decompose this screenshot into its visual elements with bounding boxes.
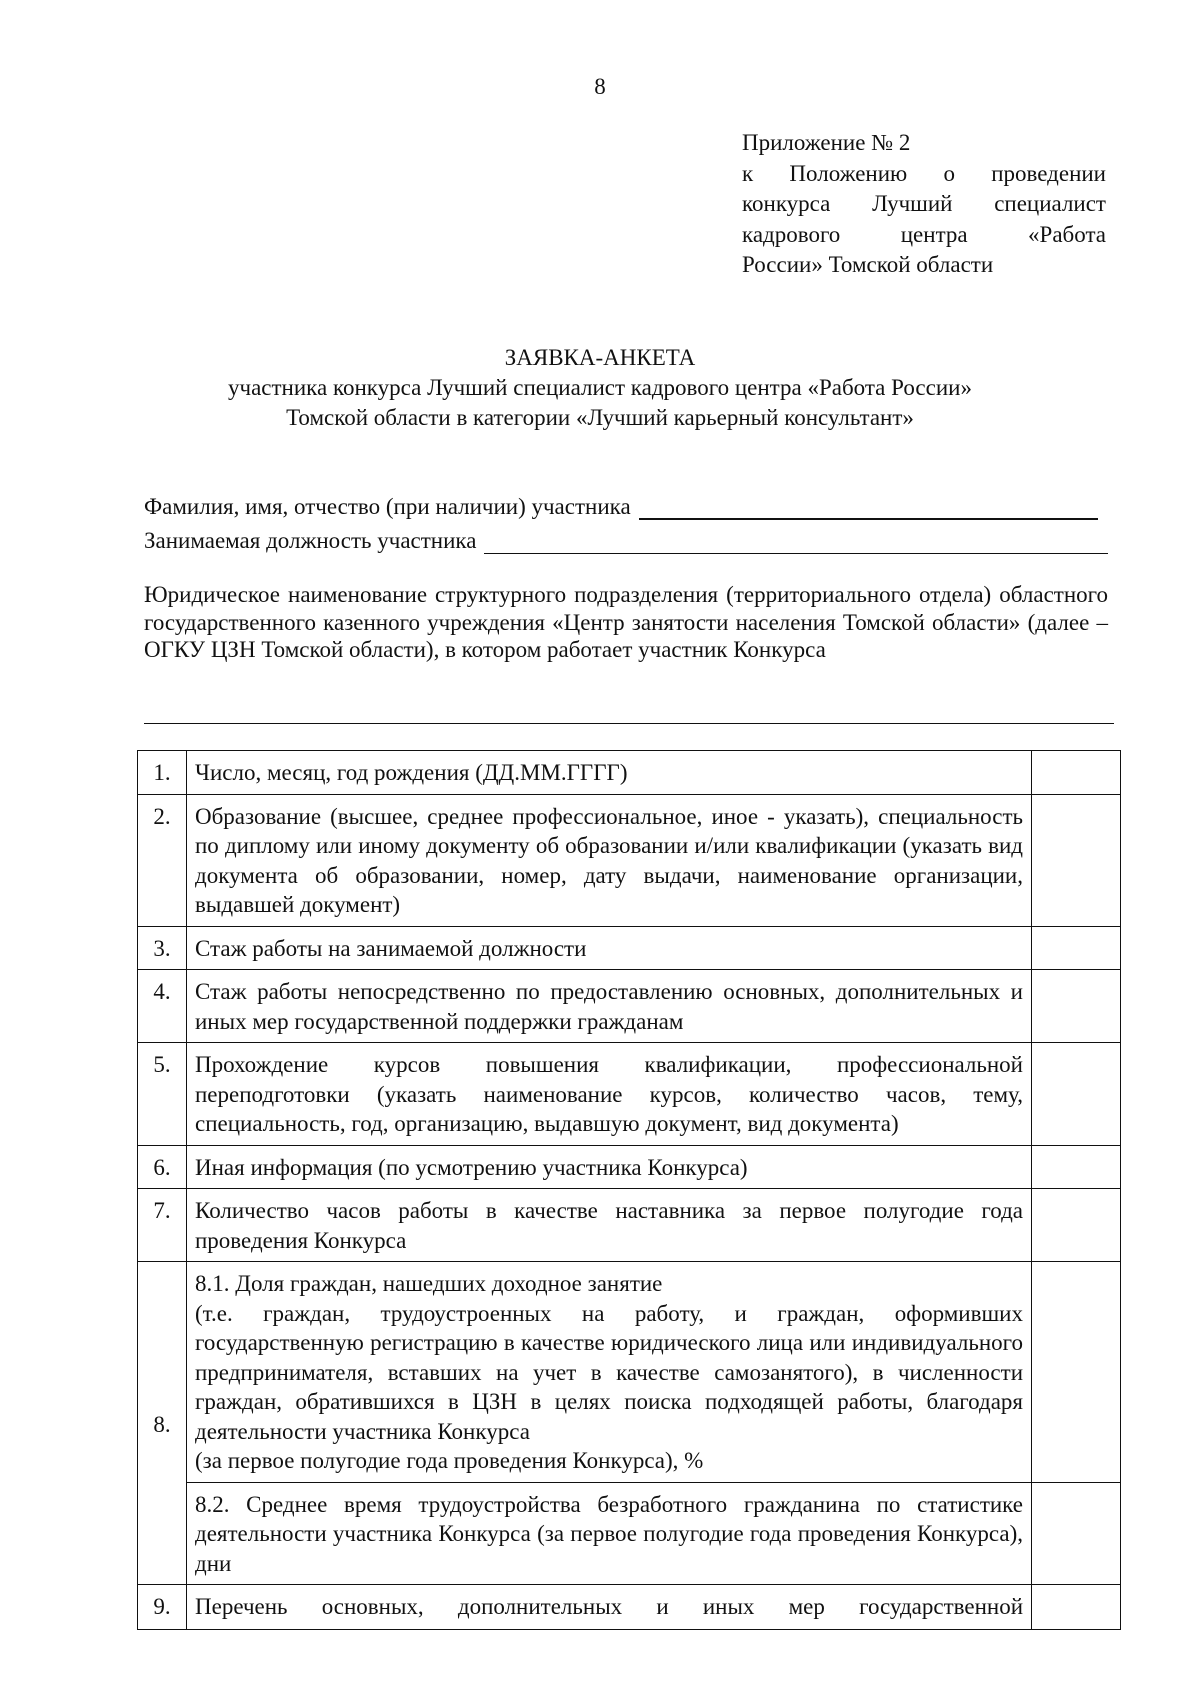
questionnaire-table: [137, 750, 1121, 1630]
row-number: 3.: [138, 926, 187, 970]
row-number: 9.: [138, 1585, 187, 1630]
row-text: Иная информация (по усмотрению участника Конкурса): [187, 1145, 1032, 1189]
row-text: 8.2. Среднее время трудоустройства безработного гражданина по статистике деятельности участника Конкурса (за первое полугодие года проведения Конкурса), дни: [187, 1482, 1032, 1585]
table-row: [138, 1482, 1121, 1585]
table-row: [138, 1189, 1121, 1262]
appendix-line: Приложение № 2: [742, 130, 911, 155]
form-title: ЗАЯВКА-АНКЕТА: [504, 345, 696, 370]
row-number: 5.: [138, 1043, 187, 1146]
position-label: Занимаемая должность участника: [144, 528, 477, 553]
table-row: [138, 1145, 1121, 1189]
value-cell[interactable]: [1032, 1189, 1121, 1262]
table-row: [138, 794, 1121, 926]
fio-label: Фамилия, имя, отчество (при наличии) участника: [144, 494, 631, 519]
row-number: 2.: [138, 794, 187, 926]
organization-description: Юридическое наименование структурного подразделения (территориального отдела) областного государственного казенного учреждения «Центр занятости населения Томской области» (далее – ОГКУ ЦЗН Томской области), в котором работает участник Конкурса: [144, 582, 1108, 662]
value-cell[interactable]: [1032, 926, 1121, 970]
row-text: Образование (высшее, среднее профессиональное, иное - указать), специальность по диплому или иному документу об образовании и/или квалификации (указать вид документа об образовании, номер, дату выдачи, наименование организации, выдавшей документ): [187, 794, 1032, 926]
position-blank[interactable]: [484, 531, 1108, 554]
table-row: [138, 926, 1121, 970]
row-number: 8.: [138, 1262, 187, 1585]
table-row: [138, 1043, 1121, 1146]
value-cell[interactable]: [1032, 1262, 1121, 1483]
appendix-reference: [742, 128, 1106, 281]
row-text: Перечень основных, дополнительных и иных мер государственной: [187, 1585, 1032, 1630]
appendix-line: к Положению о проведении: [742, 160, 1106, 186]
position-field: [144, 524, 1108, 554]
row-text: [187, 1262, 1032, 1483]
table-row: [138, 970, 1121, 1043]
value-cell[interactable]: [1032, 1482, 1121, 1585]
fio-blank[interactable]: [639, 496, 1098, 520]
page-number: 8: [594, 74, 606, 99]
row-number: 1.: [138, 751, 187, 795]
table-row: [138, 1585, 1121, 1630]
subitem-tail: (за первое полугодие года проведения Конкурса), %: [195, 1448, 704, 1473]
value-cell[interactable]: [1032, 1145, 1121, 1189]
row-number: 7.: [138, 1189, 187, 1262]
row-text: Стаж работы на занимаемой должности: [187, 926, 1032, 970]
value-cell[interactable]: [1032, 970, 1121, 1043]
appendix-line: России» Томской области: [742, 252, 994, 277]
row-text: Стаж работы непосредственно по предоставлению основных, дополнительных и иных мер государственной поддержки гражданам: [187, 970, 1032, 1043]
value-cell[interactable]: [1032, 1043, 1121, 1146]
fio-field: [144, 490, 1098, 520]
table-row: [138, 751, 1121, 795]
row-number: 4.: [138, 970, 187, 1043]
form-heading: [0, 343, 1200, 433]
form-subtitle-line: участника конкурса Лучший специалист кадрового центра «Работа России»: [228, 375, 972, 400]
organization-blank[interactable]: [144, 723, 1114, 724]
row-text: Количество часов работы в качестве наставника за первое полугодие года проведения Конкурса: [187, 1189, 1032, 1262]
appendix-line: кадрового центра «Работа: [742, 221, 1106, 247]
row-text: Число, месяц, год рождения (ДД.ММ.ГГГГ): [187, 751, 1032, 795]
value-cell[interactable]: [1032, 794, 1121, 926]
subitem-text: (т.е. граждан, трудоустроенных на работу, и граждан, оформивших государственную регистрацию в качестве юридического лица или индивидуального предпринимателя, вставших на учет в качестве самозанятого), в численности граждан, обратившихся в ЦЗН в целях поиска подходящей работы, благодаря деятельности участника Конкурса: [195, 1300, 1023, 1444]
table-row: [138, 1262, 1121, 1483]
value-cell[interactable]: [1032, 1585, 1121, 1630]
row-number: 6.: [138, 1145, 187, 1189]
form-subtitle-line: Томской области в категории «Лучший карьерный консультант»: [286, 405, 914, 430]
appendix-line: конкурса Лучший специалист: [742, 191, 1106, 216]
value-cell[interactable]: [1032, 751, 1121, 795]
subitem-title: 8.1. Доля граждан, нашедших доходное занятие: [195, 1271, 663, 1296]
row-text: Прохождение курсов повышения квалификации, профессиональной переподготовки (указать наименование курсов, количество часов, тему, специальность, год, организацию, выдавшую документ, вид документа): [187, 1043, 1032, 1146]
